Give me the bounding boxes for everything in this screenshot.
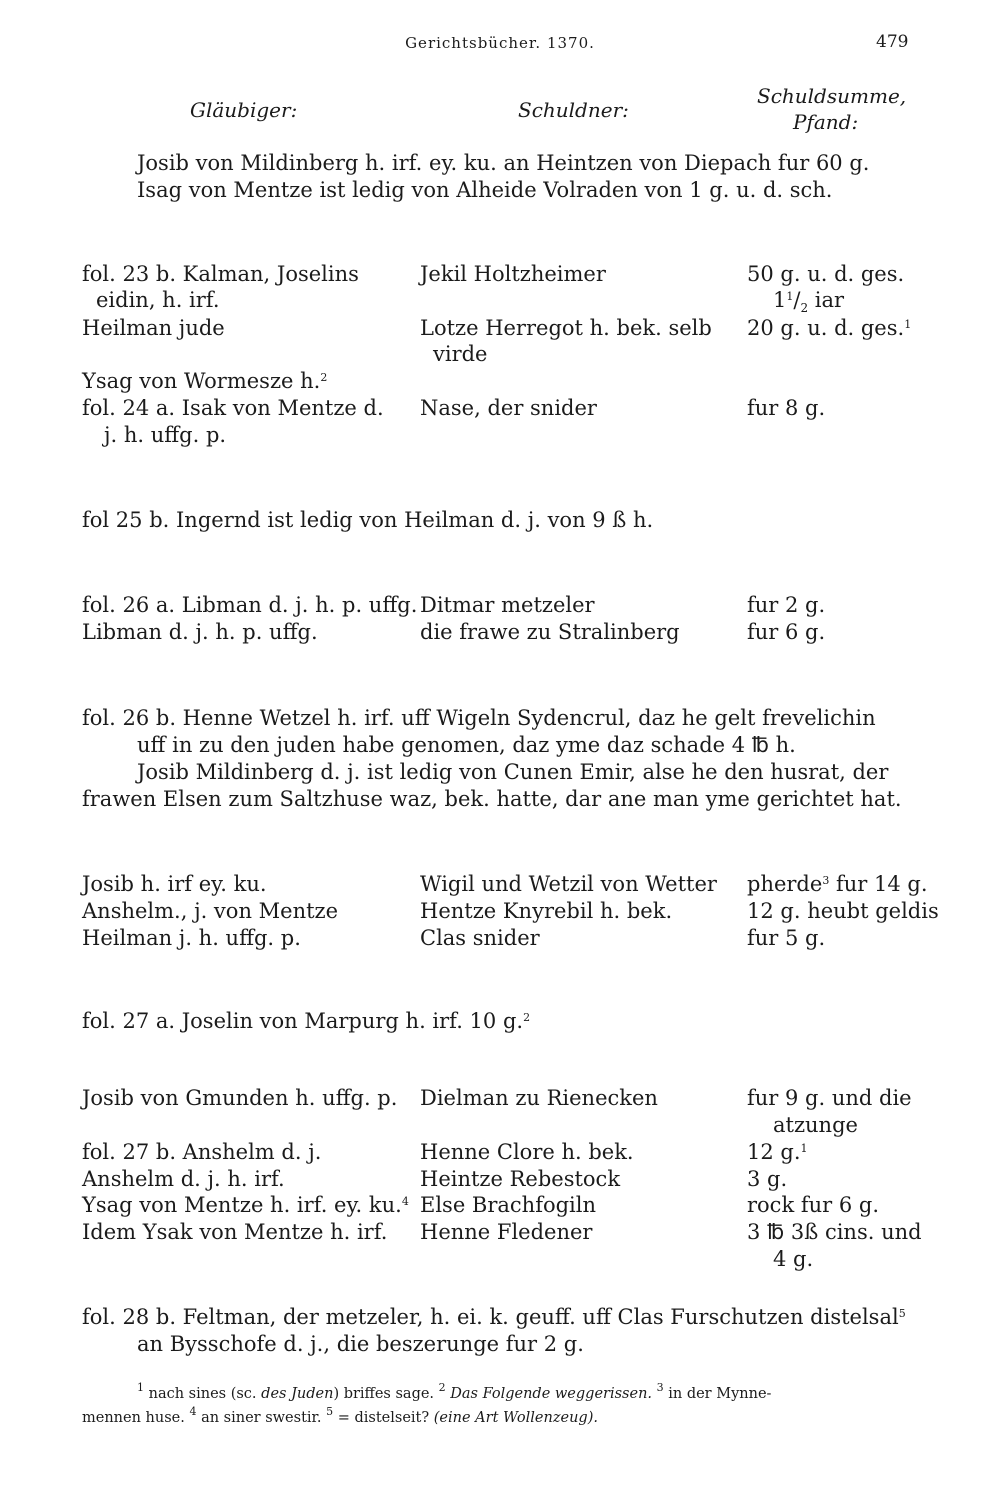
entry-anshelm2-debtor: Heintze Rebestock	[420, 1167, 621, 1191]
intro-line-1: Josib von Mildinberg h. irf. ey. ku. an Heintzen von Diepach fur 60 g.	[137, 151, 870, 175]
entry-anshelm2-sum: 3 g.	[747, 1167, 788, 1191]
entry-ysag2-creditor: Ysag von Mentze h. irf. ey. ku.$^4$	[82, 1193, 409, 1217]
entry-anshelm-debtor: Hentze Knyrebil h. bek.	[420, 899, 673, 923]
entry-23b-debtor: Jekil Holtzheimer	[420, 262, 606, 286]
entry-ysag2-debtor: Else Brachfogiln	[420, 1193, 597, 1217]
entry-josib-debtor: Wigil und Wetzil von Wetter	[420, 872, 717, 896]
entry-idem-debtor: Henne Fledener	[420, 1220, 593, 1244]
entry-idem-sum-cont: 4 g.	[773, 1247, 814, 1271]
entry-25b: fol 25 b. Ingernd ist ledig von Heilman d. j. von 9 ß h.	[82, 508, 654, 532]
entry-23b-term: $1^1/_2$ iar	[773, 288, 845, 316]
entry-libman-creditor: Libman d. j. h. p. uffg.	[82, 620, 318, 644]
entry-27b-creditor: fol. 27 b. Anshelm d. j.	[82, 1140, 322, 1164]
entry-josib-sum: pherde$^3$ fur 14 g.	[747, 872, 928, 896]
entry-23b-creditor-cont: eidin, h. irf.	[96, 288, 220, 312]
entry-gmunden-sum-cont: atzunge	[773, 1113, 858, 1137]
entry-gmunden-sum: fur 9 g. und die	[747, 1086, 912, 1110]
entry-libman-sum: fur 6 g.	[747, 620, 826, 644]
entry-heilman2-debtor: Clas snider	[420, 926, 540, 950]
running-title: Gerichtsbücher. 1370.	[405, 34, 595, 52]
entry-26b-line-1: fol. 26 b. Henne Wetzel h. irf. uff Wigeln Sydencrul, daz he gelt frevelichin	[82, 706, 876, 730]
entry-23b-creditor: fol. 23 b. Kalman, Joselins	[82, 262, 359, 286]
entry-heilman-debtor-cont: virde	[433, 342, 488, 366]
entry-anshelm2-creditor: Anshelm d. j. h. irf.	[82, 1167, 285, 1191]
entry-24a-debtor: Nase, der snider	[420, 396, 597, 420]
entry-28b-line-1: fol. 28 b. Feltman, der metzeler, h. ei. k. geuff. uff Clas Furschutzen distelsal$^5$	[82, 1305, 906, 1329]
entry-27b-sum: 12 g.$^1$	[747, 1140, 808, 1164]
footnotes-line-1: $^1$ nach sines (sc. des Juden) briffes sage. $^2$ Das Folgende weggerissen. $^3$ in der Mynne-	[137, 1381, 772, 1402]
entry-heilman-debtor: Lotze Herregot h. bek. selb	[420, 316, 712, 340]
intro-line-2: Isag von Mentze ist ledig von Alheide Volraden von 1 g. u. d. sch.	[137, 178, 833, 202]
entry-heilman2-sum: fur 5 g.	[747, 926, 826, 950]
column-head-creditor: Gläubiger:	[190, 98, 298, 122]
entry-24a-sum: fur 8 g.	[747, 396, 826, 420]
entry-24a-creditor-cont: j. h. uffg. p.	[104, 423, 227, 447]
entry-anshelm-creditor: Anshelm., j. von Mentze	[82, 899, 339, 923]
entry-23b-sum: 50 g. u. d. ges.	[747, 262, 905, 286]
entry-idem-creditor: Idem Ysak von Mentze h. irf.	[82, 1220, 388, 1244]
entry-gmunden-creditor: Josib von Gmunden h. uffg. p.	[82, 1086, 398, 1110]
entry-ysag2-sum: rock fur 6 g.	[747, 1193, 880, 1217]
column-head-sum: Schuldsumme,	[757, 84, 907, 108]
entry-heilman-creditor: Heilman jude	[82, 316, 225, 340]
page-number: 479	[876, 32, 909, 52]
entry-gmunden-debtor: Dielman zu Rienecken	[420, 1086, 658, 1110]
entry-26b-line-2: uff in zu den juden habe genomen, daz yme daz schade 4 ℔ h.	[137, 733, 796, 757]
entry-26a-creditor: fol. 26 a. Libman d. j. h. p. uffg.	[82, 593, 418, 617]
entry-26b-line-3: Josib Mildinberg d. j. ist ledig von Cunen Emir, alse he den husrat, der	[137, 760, 889, 784]
column-head-debtor: Schuldner:	[518, 98, 629, 122]
entry-27b-debtor: Henne Clore h. bek.	[420, 1140, 634, 1164]
entry-ysag-creditor: Ysag von Wormesze h.$^2$	[82, 369, 328, 393]
entry-26a-sum: fur 2 g.	[747, 593, 826, 617]
entry-josib-creditor: Josib h. irf ey. ku.	[82, 872, 267, 896]
entry-27a: fol. 27 a. Joselin von Marpurg h. irf. 10 g.$^2$	[82, 1009, 531, 1033]
entry-heilman-sum: 20 g. u. d. ges.$^1$	[747, 316, 912, 340]
entry-24a-creditor: fol. 24 a. Isak von Mentze d.	[82, 396, 384, 420]
entry-26a-debtor: Ditmar metzeler	[420, 593, 595, 617]
entry-idem-sum: 3 ℔ 3ß cins. und	[747, 1220, 922, 1244]
entry-heilman2-creditor: Heilman j. h. uffg. p.	[82, 926, 301, 950]
entry-anshelm-sum: 12 g. heubt geldis	[747, 899, 939, 923]
footnotes-line-2: mennen huse. $^4$ an siner swestir. $^5$ = distelseit? (eine Art Wollenzeug).	[82, 1405, 598, 1426]
entry-libman-debtor: die frawe zu Stralinberg	[420, 620, 680, 644]
entry-28b-line-2: an Bysschofe d. j., die beszerunge fur 2 g.	[137, 1332, 584, 1356]
entry-26b-line-4: frawen Elsen zum Saltzhuse waz, bek. hatte, dar ane man yme gerichtet hat.	[82, 787, 902, 811]
column-head-pledge: Pfand:	[793, 110, 859, 134]
